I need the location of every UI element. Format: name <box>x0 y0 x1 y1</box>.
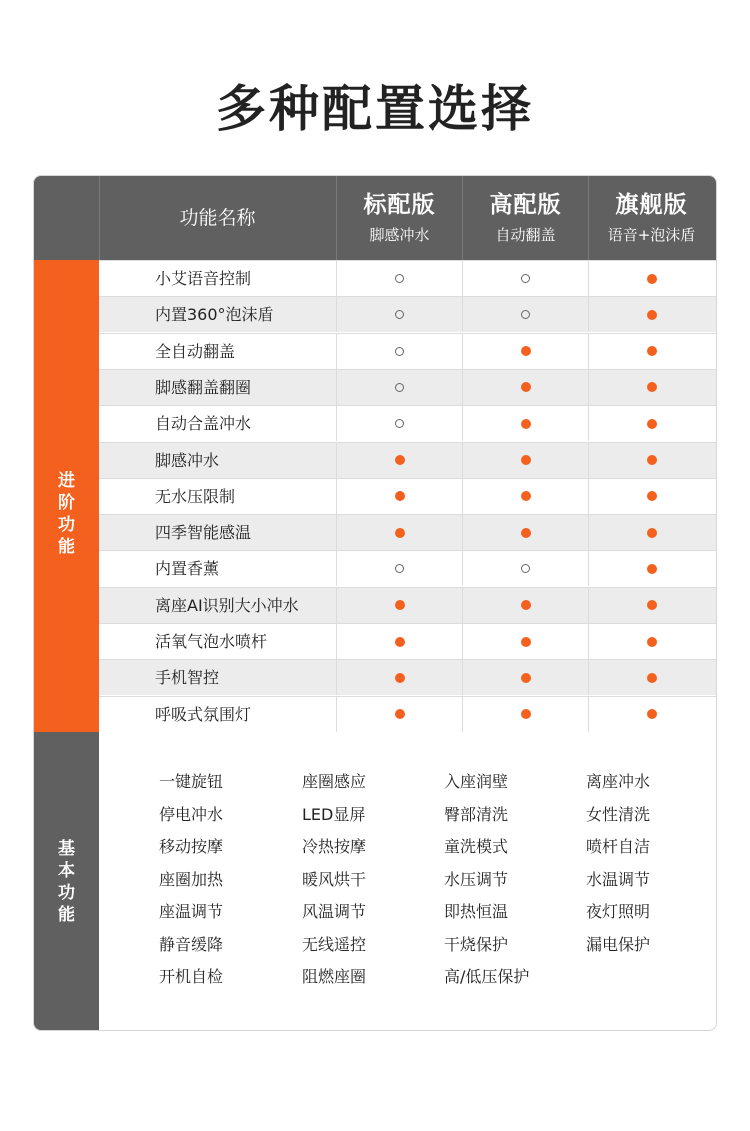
feature-cell <box>588 261 714 296</box>
included-dot-icon <box>647 491 657 501</box>
table-row <box>99 514 717 550</box>
included-dot-icon <box>395 709 405 719</box>
table-row <box>99 405 717 441</box>
not-included-circle-icon <box>521 564 530 573</box>
feature-name: 小艾语音控制 <box>155 269 252 288</box>
table-header <box>34 176 717 260</box>
feature-cell <box>336 588 462 623</box>
included-dot-icon <box>395 455 405 465</box>
edition-standard-header <box>336 176 462 260</box>
included-dot-icon <box>521 528 531 538</box>
feature-name: 无水压限制 <box>155 486 236 506</box>
feature-cell <box>588 551 714 586</box>
feature-name: 自动合盖冲水 <box>155 414 252 434</box>
feature-cell <box>336 660 462 695</box>
edition-flagship-header <box>588 176 714 260</box>
included-dot-icon <box>647 528 657 538</box>
included-dot-icon <box>647 600 657 610</box>
feature-cell <box>336 334 462 369</box>
basic-feature-item: 高/低压保护 <box>444 967 530 986</box>
included-dot-icon <box>521 455 531 465</box>
feature-cell <box>336 297 462 332</box>
label-char: 本 <box>58 861 75 881</box>
basic-feature-item: 入座润壁 <box>444 772 509 791</box>
included-dot-icon <box>647 673 657 683</box>
included-dot-icon <box>647 382 657 392</box>
not-included-circle-icon <box>395 383 404 392</box>
basic-feature-item: 喷杆自洁 <box>586 837 651 856</box>
function-name-header: 功能名称 <box>179 207 256 229</box>
feature-cell <box>462 443 588 478</box>
feature-cell <box>588 515 714 550</box>
feature-cell <box>462 551 588 586</box>
table-row <box>99 296 717 332</box>
included-dot-icon <box>395 528 405 538</box>
feature-cell <box>588 479 714 514</box>
basic-feature-item: 童洗模式 <box>444 837 509 856</box>
feature-name: 内置360°泡沫盾 <box>155 305 274 325</box>
feature-cell <box>462 624 588 659</box>
table-row <box>99 260 717 296</box>
feature-cell <box>336 406 462 441</box>
label-char: 能 <box>58 905 75 925</box>
edition-name: 标配版 <box>363 192 436 218</box>
feature-cell <box>588 406 714 441</box>
feature-name: 内置香薰 <box>155 559 220 579</box>
edition-subtitle: 自动翻盖 <box>495 226 556 244</box>
table-row <box>99 550 717 586</box>
included-dot-icon <box>647 709 657 719</box>
basic-feature-item: 停电冲水 <box>159 804 224 824</box>
included-dot-icon <box>647 564 657 574</box>
included-dot-icon <box>521 491 531 501</box>
basic-feature-item: 即热恒温 <box>444 902 509 921</box>
included-dot-icon <box>395 673 405 683</box>
basic-feature-item: 夜灯照明 <box>586 902 651 921</box>
label-char: 基 <box>58 839 75 859</box>
table-row <box>99 587 717 623</box>
not-included-circle-icon <box>521 310 530 319</box>
included-dot-icon <box>521 382 531 392</box>
included-dot-icon <box>521 600 531 610</box>
not-included-circle-icon <box>395 274 404 283</box>
feature-cell <box>588 297 714 332</box>
edition-name: 旗舰版 <box>615 192 688 218</box>
feature-cell <box>336 479 462 514</box>
label-char: 能 <box>58 537 75 557</box>
basic-feature-item: 无线遥控 <box>302 934 367 954</box>
basic-feature-item: 风温调节 <box>302 902 367 921</box>
included-dot-icon <box>647 455 657 465</box>
label-char: 进 <box>58 471 75 491</box>
basic-feature-item: 漏电保护 <box>586 934 651 954</box>
feature-cell <box>336 370 462 405</box>
feature-cell <box>588 697 714 732</box>
basic-feature-item: 静音缓降 <box>159 934 224 954</box>
basic-feature-item: 女性清洗 <box>586 804 651 824</box>
included-dot-icon <box>521 709 531 719</box>
feature-cell <box>462 697 588 732</box>
feature-cell <box>336 551 462 586</box>
advanced-section-label <box>34 470 99 558</box>
table-row <box>99 623 717 659</box>
not-included-circle-icon <box>395 347 404 356</box>
feature-cell <box>588 334 714 369</box>
included-dot-icon <box>521 346 531 356</box>
feature-cell <box>336 697 462 732</box>
feature-cell <box>462 515 588 550</box>
edition-subtitle: 脚感冲水 <box>369 226 430 244</box>
page-title: 多种配置选择 <box>216 80 534 138</box>
included-dot-icon <box>395 600 405 610</box>
basic-feature-item: 暖风烘干 <box>302 869 367 889</box>
feature-name: 呼吸式氛围灯 <box>155 704 252 724</box>
basic-feature-item: 臀部清洗 <box>444 804 509 824</box>
basic-feature-item: 开机自检 <box>159 967 224 986</box>
feature-cell <box>462 261 588 296</box>
label-char: 功 <box>58 883 75 903</box>
label-char: 阶 <box>58 493 75 513</box>
included-dot-icon <box>647 419 657 429</box>
feature-cell <box>336 624 462 659</box>
table-row <box>99 659 717 695</box>
feature-cell <box>462 334 588 369</box>
feature-cell <box>462 406 588 441</box>
feature-name: 活氧气泡水喷杆 <box>155 632 268 651</box>
basic-feature-item: LED显屏 <box>302 804 366 824</box>
included-dot-icon <box>647 274 657 284</box>
edition-subtitle: 语音+泡沫盾 <box>607 226 696 244</box>
feature-cell <box>588 624 714 659</box>
feature-cell <box>588 660 714 695</box>
feature-name: 全自动翻盖 <box>155 341 236 361</box>
basic-feature-item: 移动按摩 <box>159 837 224 856</box>
table-row <box>99 442 717 478</box>
not-included-circle-icon <box>395 419 404 428</box>
included-dot-icon <box>521 673 531 683</box>
feature-cell <box>462 479 588 514</box>
included-dot-icon <box>647 346 657 356</box>
label-char: 功 <box>58 515 75 535</box>
feature-name: 脚感翻盖翻圈 <box>155 377 252 397</box>
basic-feature-item: 座圈加热 <box>159 869 224 889</box>
basic-feature-item: 座圈感应 <box>302 772 367 791</box>
advanced-section-band <box>34 260 99 732</box>
feature-cell <box>588 443 714 478</box>
basic-feature-item: 干烧保护 <box>444 934 509 954</box>
edition-name: 高配版 <box>489 192 562 218</box>
feature-cell <box>336 261 462 296</box>
feature-cell <box>462 370 588 405</box>
basic-section-band <box>34 732 99 1031</box>
included-dot-icon <box>395 637 405 647</box>
edition-high-header <box>462 176 588 260</box>
basic-feature-item: 一键旋钮 <box>159 772 224 791</box>
included-dot-icon <box>395 491 405 501</box>
included-dot-icon <box>521 419 531 429</box>
feature-cell <box>462 297 588 332</box>
table-row <box>99 696 717 732</box>
not-included-circle-icon <box>395 564 404 573</box>
basic-feature-item: 水温调节 <box>586 869 651 889</box>
included-dot-icon <box>647 637 657 647</box>
not-included-circle-icon <box>395 310 404 319</box>
basic-feature-item: 座温调节 <box>159 902 224 921</box>
included-dot-icon <box>521 637 531 647</box>
basic-feature-item: 阻燃座圈 <box>302 967 367 986</box>
included-dot-icon <box>647 310 657 320</box>
feature-name: 脚感冲水 <box>155 450 220 470</box>
basic-feature-item: 水压调节 <box>444 869 509 889</box>
feature-cell <box>336 443 462 478</box>
feature-name: 离座AI识别大小冲水 <box>155 595 299 615</box>
feature-cell <box>588 370 714 405</box>
feature-name: 手机智控 <box>155 668 220 688</box>
feature-cell <box>588 588 714 623</box>
basic-feature-item: 离座冲水 <box>586 772 651 791</box>
feature-cell <box>462 588 588 623</box>
basic-section-label <box>34 838 99 926</box>
not-included-circle-icon <box>521 274 530 283</box>
config-table <box>33 175 717 1031</box>
feature-cell <box>462 660 588 695</box>
table-row <box>99 369 717 405</box>
feature-cell <box>336 515 462 550</box>
feature-name: 四季智能感温 <box>155 523 252 543</box>
table-row <box>99 333 717 369</box>
basic-feature-item: 冷热按摩 <box>302 837 367 856</box>
table-row <box>99 478 717 514</box>
